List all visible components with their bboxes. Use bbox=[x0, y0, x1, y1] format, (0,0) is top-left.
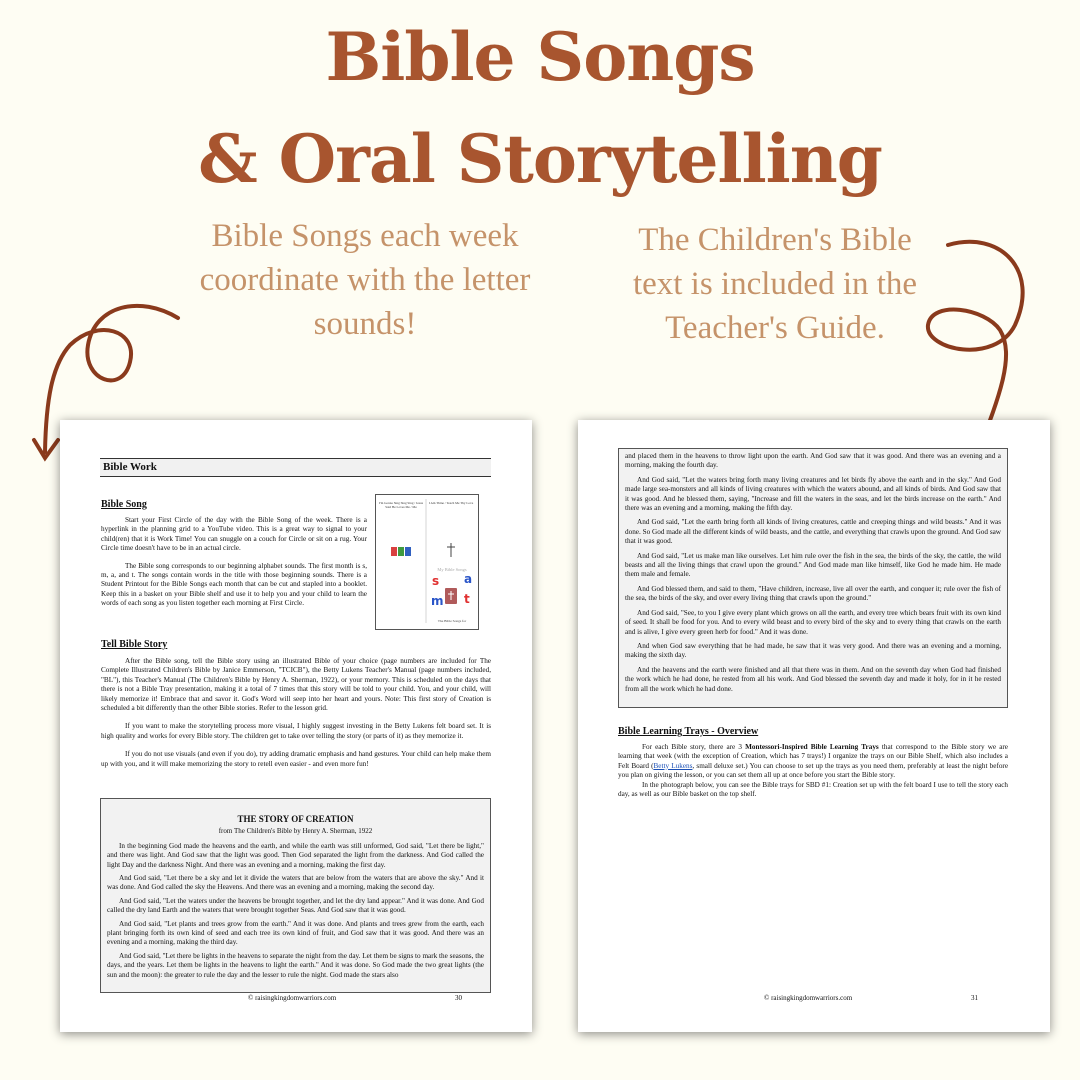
thumb-caption: My Bible Songs bbox=[437, 567, 467, 572]
story-paragraph: In the beginning God made the heavens and the earth, and while the earth was still unformed, God said, "Let there be light," and there was light. And God saw that the light was good. Then God separated the light from the darkness. And God called the light Day and the darkness Night. And there was an evening and a morning, making the first day. bbox=[107, 841, 484, 869]
thumb-letter-s: s bbox=[432, 574, 440, 588]
crayons-icon bbox=[391, 547, 411, 556]
trays-text-a: For each Bible story, there are 3 bbox=[642, 743, 746, 751]
story-paragraph: And God said, "See, to you I give every plant which grows on all the earth, and every tree which bears fruit with its own kind of seed. It shall be food for you. And to every wild beast and to every bird of the sky and to every thing that crawls on the earth and is alive, I give every green herb for food." And it was done. bbox=[625, 608, 1001, 636]
story-paragraph: And God said, "Let there be a sky and let it divide the waters that are below from the waters that are above the sky." And it was done. And God called the sky the Heavens. And there was an evening and a morning, making the second day. bbox=[107, 874, 484, 892]
story-paragraph: And God said, "Let plants and trees grow from the earth." And it was done. And plants and trees grew from the earth, each plant bringing forth its own kind of seed and each tree its own kind of fruit, and God saw that it was good. And there was an evening and a morning, making the third day. bbox=[107, 919, 484, 947]
story-box bbox=[100, 798, 491, 993]
callout-left: Bible Songs each week coordinate with the letter sounds! bbox=[199, 218, 531, 342]
callout-right: The Children's Bible text is included in the Teacher's Guide. bbox=[632, 222, 918, 346]
thumb-footer: The Bible Songs for bbox=[437, 619, 467, 623]
page-30 bbox=[60, 420, 532, 1032]
footer-site: © raisingkingdomwarriors.com bbox=[248, 994, 337, 1002]
tell-story-paragraph-2: If you want to make the storytelling process more visual, I highly suggest investing in the Betty Lukens felt board set. It is high quality and works for every Bible story. The children get to take over telling the story (or parts of it) as they memorize it. bbox=[101, 722, 491, 740]
page-number: 30 bbox=[455, 994, 462, 1002]
trays-text bbox=[618, 743, 1008, 799]
trays-paragraph-1 bbox=[618, 743, 1008, 781]
story-title: THE STORY OF CREATION bbox=[237, 814, 354, 824]
betty-lukens-link[interactable]: Betty Lukens bbox=[653, 761, 693, 770]
trays-text-bold: Montessori-Inspired Bible Learning Trays bbox=[745, 743, 879, 751]
page-31 bbox=[578, 420, 1050, 1032]
thumb-letter-m: m bbox=[431, 594, 444, 608]
tell-story-heading: Tell Bible Story bbox=[101, 639, 168, 650]
bible-song-heading: Bible Song bbox=[101, 499, 147, 510]
page-number: 31 bbox=[971, 994, 978, 1002]
trays-text-b: that correspond to the Bible story we are learning that week (with the exception of Creation, which has 7 trays!) I organize the trays on our Bible Shelf, which also includes a Felt Board ( bbox=[618, 743, 1008, 770]
thumb-right-text: I Am Thine / Teach Me Thy Love bbox=[428, 501, 474, 505]
bible-song-text bbox=[101, 516, 367, 609]
story-source: from The Children's Bible by Henry A. Sherman, 1922 bbox=[218, 827, 373, 836]
thumb-art bbox=[376, 495, 478, 629]
section-title: Bible Work bbox=[100, 458, 491, 477]
thumb-letter-t: t bbox=[464, 592, 470, 606]
thumb-left-text: I'm Gonna Sing Sing Sing / Jesus Said He Loves Me / Me bbox=[379, 501, 424, 509]
story-paragraph: and placed them in the heavens to throw light upon the earth. And God saw that it was good. And there was an evening and a morning, making the fourth day. bbox=[625, 452, 1001, 470]
song-booklet-thumbnail bbox=[375, 494, 479, 630]
story-paragraph: And God said, "Let the earth bring forth all kinds of living creatures, cattle and creeping things and wild beasts." And it was done. So God made all the different kinds of wild beasts, and the cattle, and everything that crawls upon the ground. And God saw that it was good. bbox=[625, 518, 1001, 546]
story-paragraph: And the heavens and the earth were finished and all that there was in them. And on the seventh day when God had finished the work which he had done, he rested from all his work. And God blessed the seventh day and made it holy, for in it he rested from all the work which he had done. bbox=[625, 665, 1001, 693]
story-paragraph: And God said, "Let there be lights in the heavens to separate the night from the day. Let them be signs to mark the seasons, the days, and the years. Let them be lights in the heavens to light the earth." And it was done. So God made the two great lights (the sun and the moon): the greater to rule the day and the lesser to rule the night. God made the stars also bbox=[107, 951, 484, 979]
story-continued-box bbox=[618, 448, 1008, 708]
tell-story-text bbox=[101, 657, 491, 769]
story-paragraph: And God said, "Let the waters under the heavens be brought together, and let the dry land appear." And it was done. And God called the dry land Earth and the waters that were brought together Seas. And God saw that it was good. bbox=[107, 896, 484, 915]
tell-story-paragraph-3: If you do not use visuals (and even if you do), try adding dramatic emphasis and hand gestures. Your child can help make them up with you, and it will make memorizing the story to retell even easier - and even more fun! bbox=[101, 750, 491, 768]
trays-text-c: , small deluxe set.) You can choose to set up the trays as you need them, preferably at least the night before you plan on giving the lesson, or you can set them all up at once before you start the Bible story. bbox=[618, 761, 1009, 780]
footer-site: © raisingkingdomwarriors.com bbox=[764, 994, 853, 1002]
trays-heading: Bible Learning Trays - Overview bbox=[618, 726, 759, 737]
thumb-letter-a: a bbox=[464, 572, 473, 586]
story-paragraph: And God said, "Let the waters bring forth many living creatures and let birds fly above the earth and in the sky." And God made large sea-monsters and all kinds of living creatures with which the waters abound, and all kinds of birds. And God saw that it was good. And he blessed them, saying, "Increase and fill the waters in the seas, and let the birds increase on the earth." And there was an evening and a morning, making the fifth day. bbox=[625, 475, 1001, 513]
tell-story-paragraph-1: After the Bible song, tell the Bible story using an illustrated Bible of your choice (page numbers are included for The Complete Illustrated Children's Bible by Janice Emmerson, "TCICB"), the Betty Lukens Teacher's Manual (page numbers included, "BL"), this Teacher's Manual (The Children's Bible by Henry A. Sherman, 1922), or your memory. This is scheduled on the days that there is not a Bible Tray presentation, making it a total of 7 times that this story will be told to your child. You, and your child, will likely memorize it! Embrace that and savor it. God's Word will seep into her heart and yours. Note: This first story of Creation is scheduled a bit differently than the other Bible stories. Refer to the lesson grid. bbox=[101, 657, 491, 713]
bible-song-paragraph-2: The Bible song corresponds to our beginning alphabet sounds. The first month is s, m, a, and t. The songs contain words in the title with those beginning sounds. There is a Student Printout for the Bible Songs each month that can be cut and stapled into a booklet. Keep this in a basket on your Bible shelf and use it to help you and your child to learn the words of each song as you listen together each morning at First Circle. bbox=[101, 561, 367, 608]
cross-icon bbox=[447, 543, 455, 557]
title-line-1: Bible Songs bbox=[325, 18, 755, 96]
story-paragraph: And God blessed them, and said to them, "Have children, increase, live all over the earth, and conquer it; rule over the fish of the sea, the birds of the sky, and over every living thing that crawls upon the ground." bbox=[625, 584, 1001, 603]
trays-paragraph-2: In the photograph below, you can see the Bible trays for SBD #1: Creation set up with the felt board I use to tell the story each day, as well as our Bible basket on the top shelf. bbox=[618, 780, 1008, 799]
story-paragraph: And God said, "Let us make man like ourselves. Let him rule over the fish in the sea, the birds of the sky, the cattle, the wild beasts and all the living things that crawl upon the ground." And God made man like himself, like God he made him. He made them male and female. bbox=[625, 551, 1001, 579]
bible-song-paragraph-1: Start your First Circle of the day with the Bible Song of the week. There is a hyperlink in the planning grid to a YouTube video. This is a great way to signal to your child(ren) that it is Work Time! You can snuggle on a couch for Circle or sit on a rug. Your Circle time doesn't have to be in an actual circle. bbox=[101, 516, 367, 553]
story-paragraph: And when God saw everything that he had made, he saw that it was very good. And there was an evening and a morning, making the sixth day. bbox=[625, 641, 1001, 660]
title-line-2: & Oral Storytelling bbox=[198, 120, 882, 198]
